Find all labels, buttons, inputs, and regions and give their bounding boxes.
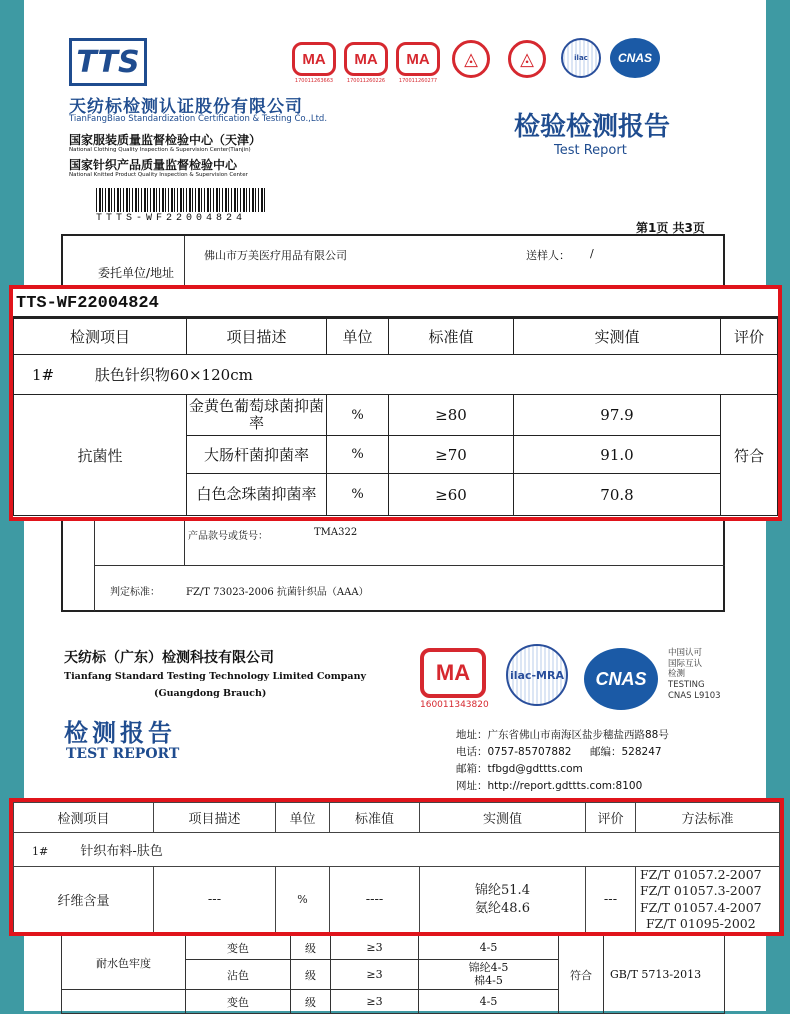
sample-row — [14, 355, 778, 395]
col-header: 单位 — [327, 319, 389, 355]
col-header: 实测值 — [420, 803, 586, 833]
test-item: 抗菌性 — [14, 395, 187, 516]
colorfast-unit: 级 — [291, 960, 331, 990]
measured-value: 91.0 — [514, 436, 721, 474]
test-item: 纤维含量 — [14, 867, 154, 933]
tts-logo-text: TTS — [76, 44, 140, 80]
colorfast-value: 4-5 — [419, 990, 559, 1014]
cma-cert-3 — [396, 42, 440, 84]
colorfast-desc: 变色 — [186, 990, 291, 1014]
sender-value: / — [590, 247, 594, 260]
report2-title-cn: 检测报告 — [64, 718, 176, 747]
measured-values — [420, 867, 586, 933]
standard-value: ≥70 — [389, 436, 514, 474]
standard-value: FZ/T 73023-2006 抗菌针织品（AAA） — [186, 587, 369, 598]
method-standard: FZ/T 01057.4-2007 — [640, 899, 762, 915]
product-value: TMA322 — [314, 527, 358, 538]
cma-number: 170011260277 — [398, 78, 438, 84]
item-desc: 金黄色葡萄球菌抑菌率 — [187, 395, 327, 436]
unit: % — [327, 474, 389, 516]
cma-icon: MA — [396, 42, 440, 76]
table-row — [62, 936, 725, 960]
unit: % — [327, 436, 389, 474]
col-header: 评价 — [586, 803, 636, 833]
cnas-side-line: 中国认可 — [668, 648, 703, 658]
table-header-row — [14, 319, 778, 355]
col-header: 检测项目 — [14, 319, 187, 355]
ilac-mra-icon: ilac — [561, 38, 601, 78]
col-header: 单位 — [276, 803, 330, 833]
cma-number: 170011260226 — [346, 78, 386, 84]
highlight-box-antibacterial — [9, 285, 782, 521]
col-header: 方法标准 — [636, 803, 780, 833]
cnas-icon: CNAS — [610, 38, 660, 78]
colorfast-value — [419, 960, 559, 990]
company-name-en: TianFangBiao Standardization Certification & Testing Co.,Ltd. — [69, 114, 328, 124]
colorfast-unit: 级 — [291, 936, 331, 960]
sample-id: 1# — [32, 366, 55, 384]
table-header-row — [14, 803, 780, 833]
cma-icon: MA — [420, 648, 486, 698]
measured-value: 97.9 — [514, 395, 721, 436]
measured-value: 锦纶51.4 — [475, 882, 530, 898]
colorfast-desc: 变色 — [186, 936, 291, 960]
cma-number: 170011263663 — [294, 78, 334, 84]
method-standard: FZ/T 01057.2-2007 — [640, 867, 762, 882]
phone: 电话：0757-85707882 — [456, 746, 572, 758]
address: 地址：广东省佛山市南海区盐步穗盐西路88号 — [456, 729, 669, 741]
cnas-side-line: 检测 — [668, 669, 686, 680]
measured-value: 70.8 — [514, 474, 721, 516]
measured-value: 氨纶48.6 — [475, 900, 530, 916]
colorfast-item-cont — [62, 990, 186, 1014]
report-title-en: Test Report — [554, 143, 627, 158]
colorfast-method: GB/T 5713-2013 — [604, 936, 725, 1014]
table-row — [14, 867, 780, 933]
product-cell-line — [184, 515, 185, 565]
evaluation: 符合 — [721, 395, 778, 516]
barcode-text: TTTS-WF22004824 — [96, 213, 247, 224]
col-header: 评价 — [721, 319, 778, 355]
sample-row — [14, 833, 780, 867]
cma-number: 160011343820 — [420, 700, 489, 710]
cnas-side-line: 国际互认 — [668, 658, 703, 669]
center2-en: National Knitted Product Quality Inspection & Supervision Center — [69, 172, 248, 178]
method-standard: FZ/T 01095-2002 — [646, 915, 756, 931]
client-label: 委托单位/地址 — [98, 266, 175, 280]
report-number: TTS-WF22004824 — [13, 289, 778, 318]
standard-value: ≥80 — [389, 395, 514, 436]
cal-mark-icon: ◬ — [452, 40, 490, 78]
method-standard: FZ/T 01057.3-2007 — [640, 883, 762, 899]
antibacterial-table — [13, 318, 778, 516]
cnas-side-text — [668, 648, 721, 701]
sample-desc: 肤色针织物60×120cm — [94, 366, 253, 384]
page-info: 第1页 共3页 — [636, 221, 705, 235]
cma-cert-2 — [344, 42, 388, 84]
company2-name-cn: 天纺标（广东）检测科技有限公司 — [64, 650, 274, 666]
item-desc: 白色念珠菌抑菌率 — [187, 474, 327, 516]
col-header: 项目描述 — [154, 803, 276, 833]
company2-name-en: Tianfang Standard Testing Technology Limited Company — [64, 671, 367, 682]
report-title-cn: 检验检测报告 — [514, 112, 671, 142]
colorfast-item: 耐水色牢度 — [62, 936, 186, 990]
col-header: 标准值 — [389, 319, 514, 355]
table-row — [14, 395, 778, 436]
colorfastness-table — [61, 935, 725, 1014]
email: 邮箱：tfbgd@gdttts.com — [456, 763, 583, 775]
method-standards — [636, 867, 780, 933]
colorfast-result: 符合 — [559, 936, 604, 1014]
sample-cell — [14, 833, 780, 867]
evaluation: --- — [586, 867, 636, 933]
standard-value: ---- — [330, 867, 420, 933]
left-column-line — [94, 515, 95, 611]
colorfast-std: ≥3 — [331, 936, 419, 960]
sender-label: 送样人： — [526, 249, 570, 262]
standard-value: ≥60 — [389, 474, 514, 516]
client-label-divider — [184, 236, 185, 286]
cnas-side-line: TESTING — [668, 679, 705, 690]
col-header: 标准值 — [330, 803, 420, 833]
standard-label: 判定标准： — [110, 587, 160, 598]
company2-name-en2: (Guangdong Brauch) — [154, 688, 267, 699]
row-divider — [94, 565, 725, 566]
postcode: 邮编：528247 — [590, 746, 662, 758]
colorfast-std: ≥3 — [331, 990, 419, 1014]
report2-title-en: TEST REPORT — [66, 746, 180, 762]
item-desc: --- — [154, 867, 276, 933]
ilac-mra-icon: ilac-MRA — [506, 644, 568, 706]
center2-cn: 国家针织产品质量监督检验中心 — [69, 158, 238, 172]
highlight-box-fiber — [9, 798, 784, 936]
product-label: 产品款号或货号： — [188, 531, 268, 542]
website: 网址：http://report.gdttts.com:8100 — [456, 780, 643, 792]
cal-mark-icon: ◬ — [508, 40, 546, 78]
barcode — [96, 188, 266, 212]
cnas-side-line: CNAS L9103 — [668, 690, 721, 701]
center1-cn: 国家服装质量监督检验中心（天津） — [69, 133, 262, 147]
fiber-table — [13, 802, 780, 933]
client-name: 佛山市万美医疗用品有限公司 — [204, 249, 347, 262]
colorfast-unit: 级 — [291, 990, 331, 1014]
colorfast-value-line: 锦纶4-5 — [468, 961, 509, 975]
tts-logo — [69, 38, 147, 86]
col-header: 实测值 — [514, 319, 721, 355]
cnas-icon: CNAS — [584, 648, 658, 710]
cma-cert-large — [420, 648, 489, 710]
cma-cert-1 — [292, 42, 336, 84]
colorfast-value-line: 棉4-5 — [474, 973, 503, 987]
sample-id: 1# — [32, 845, 49, 858]
sample-cell — [14, 355, 778, 395]
cma-icon: MA — [344, 42, 388, 76]
cma-icon: MA — [292, 42, 336, 76]
center1-en: National Clothing Quality Inspection & Supervision Center(Tianjin) — [69, 147, 251, 153]
unit: % — [276, 867, 330, 933]
colorfast-std: ≥3 — [331, 960, 419, 990]
unit: % — [327, 395, 389, 436]
sample-desc: 针织布料-肤色 — [80, 844, 163, 859]
col-header: 检测项目 — [14, 803, 154, 833]
item-desc: 大肠杆菌抑菌率 — [187, 436, 327, 474]
company-name-cn: 天纺标检测认证股份有限公司 — [69, 97, 303, 117]
colorfast-value: 4-5 — [419, 936, 559, 960]
colorfast-desc: 沾色 — [186, 960, 291, 990]
col-header: 项目描述 — [187, 319, 327, 355]
